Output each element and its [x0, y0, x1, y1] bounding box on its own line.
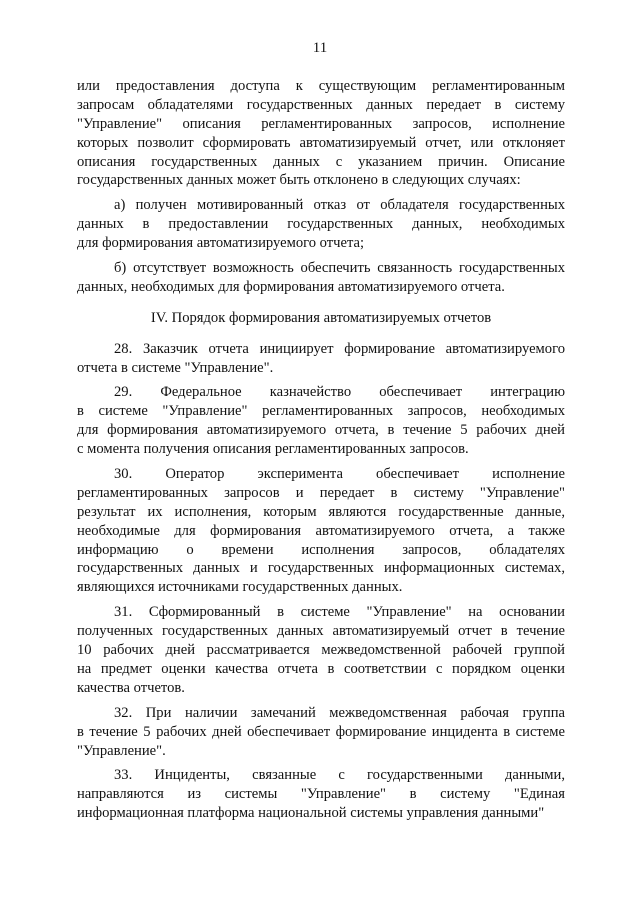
document-body [77, 77, 565, 823]
text-line: 29. Федеральное казначейство обеспечивает интеграцию [114, 384, 565, 401]
text-line: результат их исполнения, которым являются государственные данные, [77, 503, 565, 520]
paragraph [77, 77, 565, 190]
text-line: данных, необходимых для формирования автоматизируемого отчета. [77, 278, 505, 295]
text-line: 31. Сформированный в системе "Управление" на основании [114, 604, 565, 621]
text-line: а) получен мотивированный отказ от обладателя государственных [114, 197, 565, 214]
text-line: для формирования автоматизируемого отчета, в течение 5 рабочих дней [77, 422, 565, 439]
text-line: "Управление". [77, 742, 166, 759]
text-line: "Управление" описания регламентированных запросов, исполнение [77, 115, 565, 132]
page-number: 11 [312, 40, 328, 56]
text-line: регламентированных запросов и передает в систему "Управление" [77, 484, 565, 501]
text-line: государственных данных может быть отклонено в следующих случаях: [77, 172, 521, 189]
text-line: данных в предоставлении государственных данных, необходимых [77, 216, 565, 233]
text-line: IV. Порядок формирования автоматизируемых отчетов [150, 309, 492, 326]
text-line: с момента получения описания регламентированных запросов. [77, 441, 469, 458]
paragraph [77, 766, 565, 823]
text-line: или предоставления доступа к существующим регламентированным [77, 78, 565, 94]
paragraph [77, 259, 565, 297]
text-line: государственных данных и государственных информационных системах, [77, 560, 565, 577]
paragraph [77, 383, 565, 459]
text-line: являющихся источниками государственных данных. [77, 579, 403, 596]
text-line: 28. Заказчик отчета инициирует формирование автоматизируемого [114, 340, 565, 357]
text-line: 10 рабочих дней рассматривается межведомственной рабочей группой [77, 642, 565, 659]
text-line: полученных государственных данных автоматизируемый отчет в течение [77, 623, 565, 640]
paragraph [77, 603, 565, 697]
text-line: информацию о времени исполнения запросов, обладателях [77, 541, 565, 558]
text-line: информационная платформа национальной системы управления данными" [77, 805, 545, 822]
text-line: качества отчетов. [77, 679, 185, 696]
paragraph [77, 704, 565, 761]
paragraph [77, 465, 565, 597]
text-line: в системе "Управление" регламентированных запросов, необходимых [77, 403, 565, 420]
paragraph [77, 196, 565, 253]
paragraph [77, 340, 565, 378]
text-line: в течение 5 рабочих дней обеспечивает формирование инцидента в системе [77, 723, 565, 740]
text-line: которых позволит сформировать автоматизируемый отчет, или отклоняет [77, 134, 565, 151]
text-line: для формирования автоматизируемого отчета; [77, 235, 365, 252]
text-line: 30. Оператор эксперимента обеспечивает исполнение [114, 466, 565, 483]
text-line: описания государственных данных с указанием причин. Описание [77, 153, 565, 170]
text-line: отчета в системе "Управление". [77, 359, 274, 376]
text-line: 32. При наличии замечаний межведомственная рабочая группа [114, 704, 565, 721]
section-heading [77, 309, 565, 328]
text-line: направляются из системы "Управление" в систему "Единая [77, 786, 565, 803]
text-line: необходимые для формирования автоматизируемого отчета, а также [77, 522, 565, 539]
text-line: на предмет оценки качества отчета в соответствии с порядком оценки [77, 660, 565, 677]
text-line: б) отсутствует возможность обеспечить связанность государственных [114, 260, 565, 277]
text-line: запросам обладателями государственных данных передает в систему [77, 96, 565, 113]
text-line: 33. Инциденты, связанные с государственными данными, [114, 767, 565, 784]
